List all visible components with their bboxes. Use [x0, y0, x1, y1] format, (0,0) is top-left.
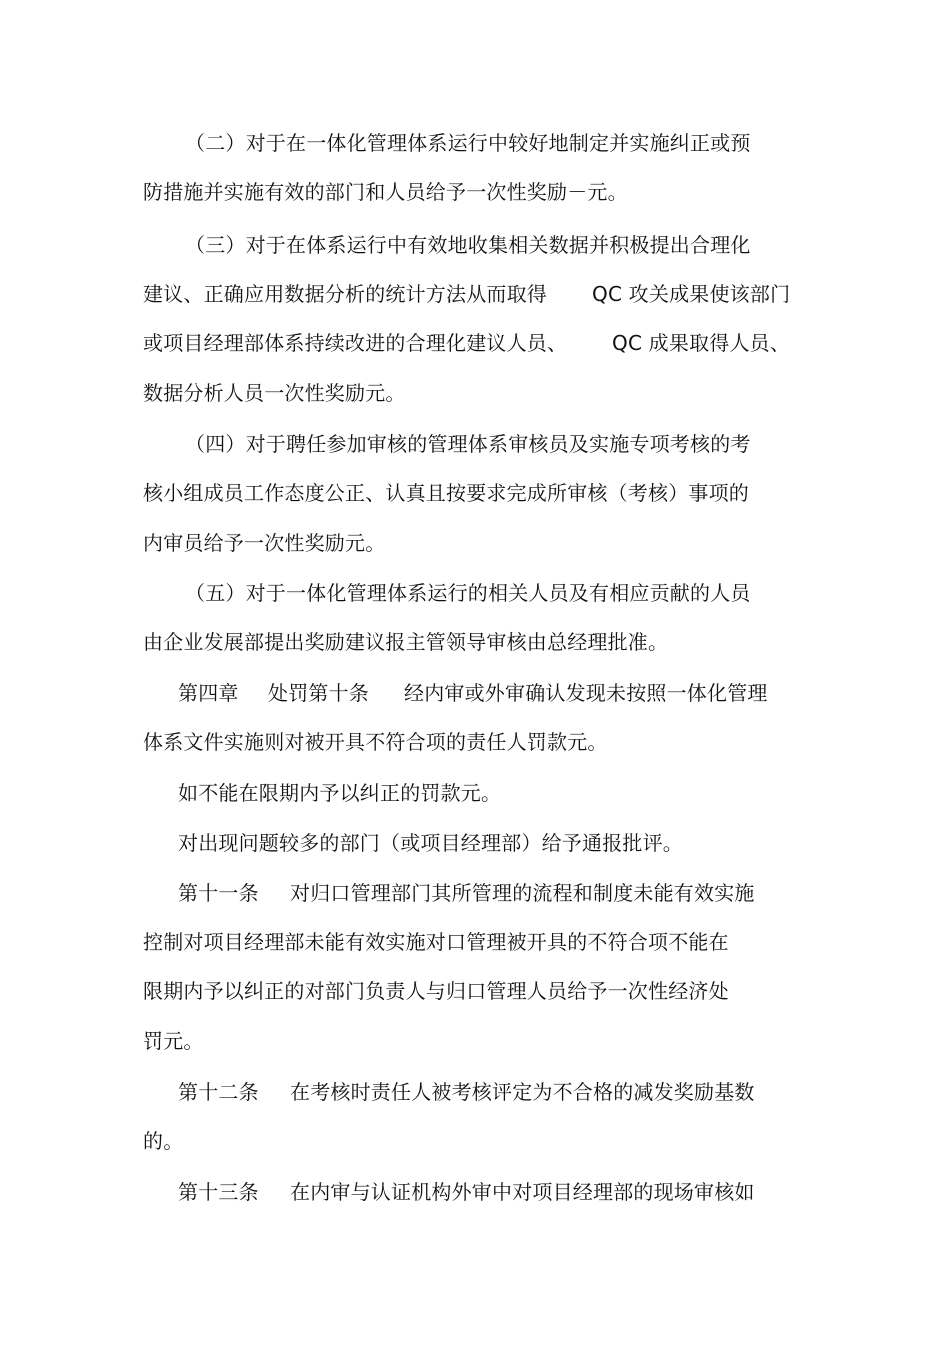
text-line: 对归口管理部门其所管理的流程和制度未能有效实施	[290, 881, 755, 905]
text-line: 体系文件实施则对被开具不符合项的责任人罚款元。	[143, 730, 608, 754]
text-line: （四）对于聘任参加审核的管理体系审核员及实施专项考核的考	[185, 432, 751, 456]
text-line: QC 攻关成果使该部门	[592, 282, 791, 306]
text-line: 经内审或外审确认发现未按照一体化管理	[404, 681, 768, 705]
text-line: 第十三条	[178, 1180, 259, 1204]
text-line: 或项目经理部体系持续改进的合理化建议人员、	[143, 331, 568, 355]
text-line: 处罚第十条	[268, 681, 369, 705]
text-line: 的。	[143, 1129, 184, 1153]
text-line: 数据分析人员一次性奖励元。	[143, 381, 406, 405]
text-line: 罚元。	[143, 1029, 204, 1053]
text-line: QC 成果取得人员、	[612, 331, 791, 355]
text-line: 在内审与认证机构外审中对项目经理部的现场审核如	[290, 1180, 755, 1204]
text-line: 第十二条	[178, 1080, 259, 1104]
text-line: （五）对于一体化管理体系运行的相关人员及有相应贡献的人员	[185, 581, 751, 605]
text-line: 限期内予以纠正的对部门负责人与归口管理人员给予一次性经济处	[143, 979, 729, 1003]
text-line: 在考核时责任人被考核评定为不合格的减发奖励基数	[290, 1080, 755, 1104]
text-line: 对出现问题较多的部门（或项目经理部）给予通报批评。	[178, 831, 683, 855]
text-line: 控制对项目经理部未能有效实施对口管理被开具的不符合项不能在	[143, 930, 729, 954]
text-line: 第十一条	[178, 881, 259, 905]
text-line: 内审员给予一次性奖励元。	[143, 531, 386, 555]
text-line: （二）对于在一体化管理体系运行中较好地制定并实施纠正或预	[185, 131, 751, 155]
text-line: （三）对于在体系运行中有效地收集相关数据并积极提出合理化	[185, 233, 751, 257]
text-line: 核小组成员工作态度公正、认真且按要求完成所审核（考核）事项的	[143, 481, 749, 505]
text-line: 建议、正确应用数据分析的统计方法从而取得	[143, 282, 547, 306]
text-line: 由企业发展部提出奖励建议报主管领导审核由总经理批准。	[143, 630, 669, 654]
text-line: 第四章	[178, 681, 239, 705]
text-line: 防措施并实施有效的部门和人员给予一次性奖励－元。	[143, 180, 628, 204]
text-line: 如不能在限期内予以纠正的罚款元。	[178, 781, 502, 805]
